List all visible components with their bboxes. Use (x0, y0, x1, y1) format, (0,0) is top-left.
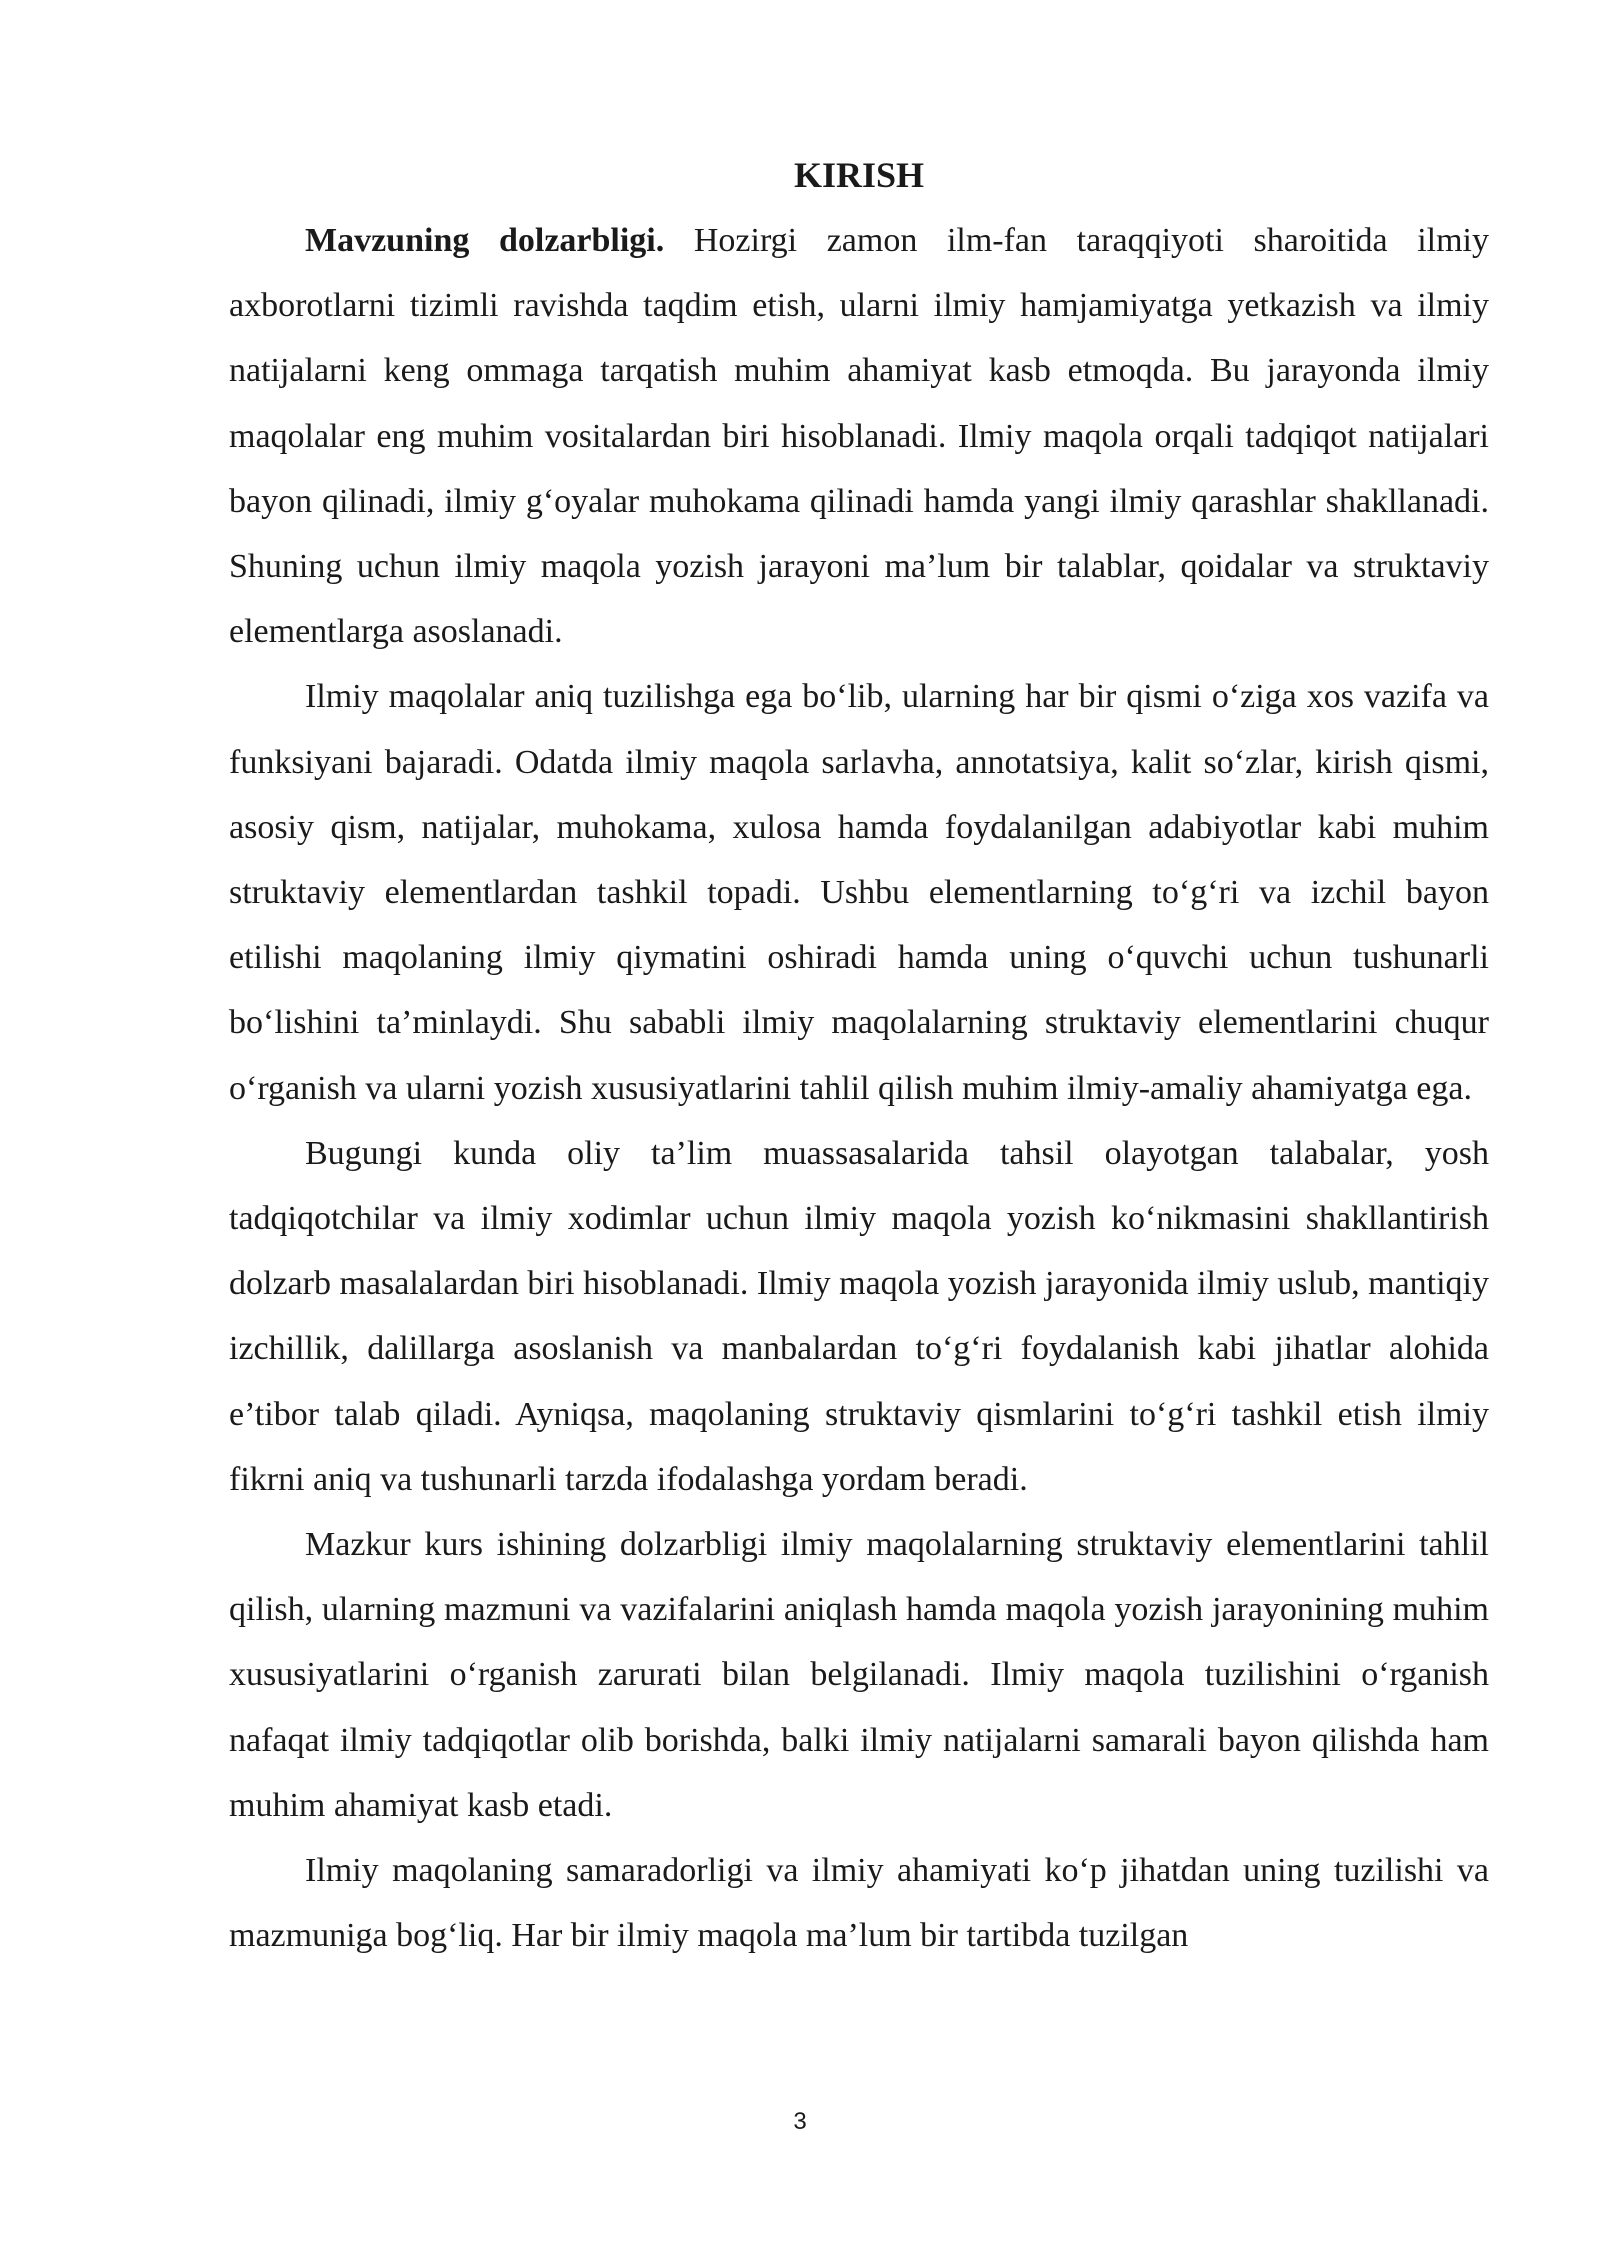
paragraph-lead: Mavzuning dolzarbligi. (305, 222, 665, 259)
paragraph-3 (229, 1121, 1489, 1512)
paragraph-4 (229, 1512, 1489, 1838)
paragraph-text: Bugungi kunda oliy ta’lim muassasalarida tahsil olayotgan talabalar, yosh tadqiqotchilar va ilmiy xodimlar uchun ilmiy maqola yozish ko‘nikmasini shakllantirish dolzarb masalalardan biri hisoblanadi. Ilmiy maqola yozish jarayonida ilmiy uslub, mantiqiy izchillik, dalillarga asoslanish va manbalardan to‘g‘ri foydalanish kabi jihatlar alohida e’tibor talab qiladi. Ayniqsa, maqolaning struktaviy qismlarini to‘g‘ri tashkil etish ilmiy fikrni aniq va tushunarli tarzda ifodalashga yordam beradi. (229, 1134, 1489, 1498)
paragraph-text: Ilmiy maqolalar aniq tuzilishga ega bo‘lib, ularning har bir qismi o‘ziga xos vazifa va funksiyani bajaradi. Odatda ilmiy maqola sarlavha, annotatsiya, kalit so‘zlar, kirish qismi, asosiy qism, natijalar, muhokama, xulosa hamda foydalanilgan adabiyotlar kabi muhim struktaviy elementlardan tashkil topadi. Ushbu elementlarning to‘g‘ri va izchil bayon etilishi maqolaning ilmiy qiymatini oshiradi hamda uning o‘quvchi uchun tushunarli bo‘lishini ta’minlaydi. Shu sababli ilmiy maqolalarning struktaviy elementlarini chuqur o‘rganish va ularni yozish xususiyatlarini tahlil qilish muhim ilmiy-amaliy ahamiyatga ega. (229, 678, 1489, 1107)
paragraph-text: Ilmiy maqolaning samaradorligi va ilmiy ahamiyati ko‘p jihatdan uning tuzilishi va mazmuniga bog‘liq. Har bir ilmiy maqola ma’lum bir tartibda tuzilgan (229, 1852, 1489, 1955)
paragraph-1 (229, 208, 1489, 664)
page-number: 3 (793, 2108, 807, 2135)
section-heading: KIRISH (793, 155, 925, 195)
page-content (229, 148, 1489, 1968)
paragraph-text: Hozirgi zamon ilm-fan taraqqiyoti sharoitida ilmiy axborotlarni tizimli ravishda taqdim etish, ularni ilmiy hamjamiyatga yetkazish va ilmiy natijalarni keng ommaga tarqatish muhim ahamiyat kasb etmoqda. Bu jarayonda ilmiy maqolalar eng muhim vositalardan biri hisoblanadi. Ilmiy maqola orqali tadqiqot natijalari bayon qilinadi, ilmiy g‘oyalar muhokama qilinadi hamda yangi ilmiy qarashlar shakllanadi. Shuning uchun ilmiy maqola yozish jarayoni ma’lum bir talablar, qoidalar va struktaviy elementlarga asoslanadi. (229, 222, 1489, 651)
paragraph-5 (229, 1838, 1489, 1968)
paragraph-text: Mazkur kurs ishining dolzarbligi ilmiy maqolalarning struktaviy elementlarini tahlil qilish, ularning mazmuni va vazifalarini aniqlash hamda maqola yozish jarayonining muhim xususiyatlarini o‘rganish zarurati bilan belgilanadi. Ilmiy maqola tuzilishini o‘rganish nafaqat ilmiy tadqiqotlar olib borishda, balki ilmiy natijalarni samarali bayon qilishda ham muhim ahamiyat kasb etadi. (229, 1526, 1489, 1824)
paragraph-2 (229, 664, 1489, 1120)
